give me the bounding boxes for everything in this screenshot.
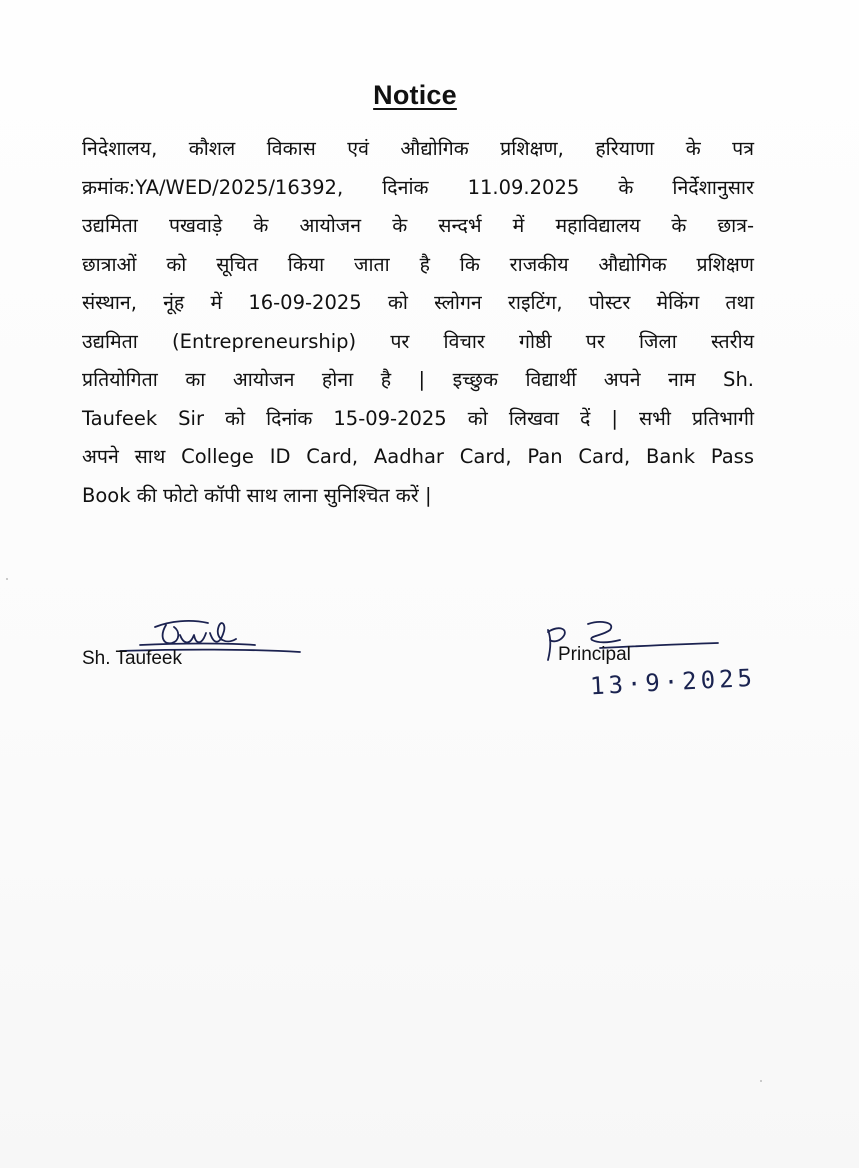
notice-line: संस्थान, नूंह में 16-09-2025 को स्लोगन राइटिंग, पोस्टर मेकिंग तथा xyxy=(82,291,754,314)
notice-line: Taufeek Sir को दिनांक 15-09-2025 को लिखवा दें | सभी प्रतिभागी xyxy=(82,406,754,430)
notice-title-text: Notice xyxy=(373,80,457,110)
notice-line: उद्यमिता पखवाड़े के आयोजन के सन्दर्भ में महाविद्यालय के छात्र- xyxy=(82,214,754,237)
paper-speck xyxy=(760,1080,762,1082)
notice-line: उद्यमिता (Entrepreneurship) पर विचार गोष्ठी पर जिला स्तरीय xyxy=(82,329,754,353)
notice-line: अपने साथ College ID Card, Aadhar Card, Pan Card, Bank Pass xyxy=(82,445,754,468)
paper-speck xyxy=(6,578,8,580)
handwritten-date: 13·9·2025 xyxy=(589,663,757,701)
notice-line: निदेशालय, कौशल विकास एवं औद्योगिक प्रशिक्षण, हरियाणा के पत्र xyxy=(82,137,754,160)
notice-line: छात्राओं को सूचित किया जाता है कि राजकीय औद्योगिक प्रशिक्षण xyxy=(82,252,754,276)
signatory-name-right: Principal xyxy=(558,644,631,665)
notice-title xyxy=(0,80,830,111)
notice-body xyxy=(82,130,754,515)
signature-block-taufeek xyxy=(80,605,320,675)
notice-line: Book की फोटो कॉपी साथ लाना सुनिश्चित करें | xyxy=(82,483,432,507)
notice-line: प्रतियोगिता का आयोजन होना है | इच्छुक विद्यार्थी अपने नाम Sh. xyxy=(82,368,754,391)
notice-line: क्रमांक:YA/WED/2025/16392, दिनांक 11.09.2025 के निर्देशानुसार xyxy=(82,175,754,199)
signatory-name-left: Sh. Taufeek xyxy=(82,648,183,669)
signature-block-principal xyxy=(540,610,800,710)
